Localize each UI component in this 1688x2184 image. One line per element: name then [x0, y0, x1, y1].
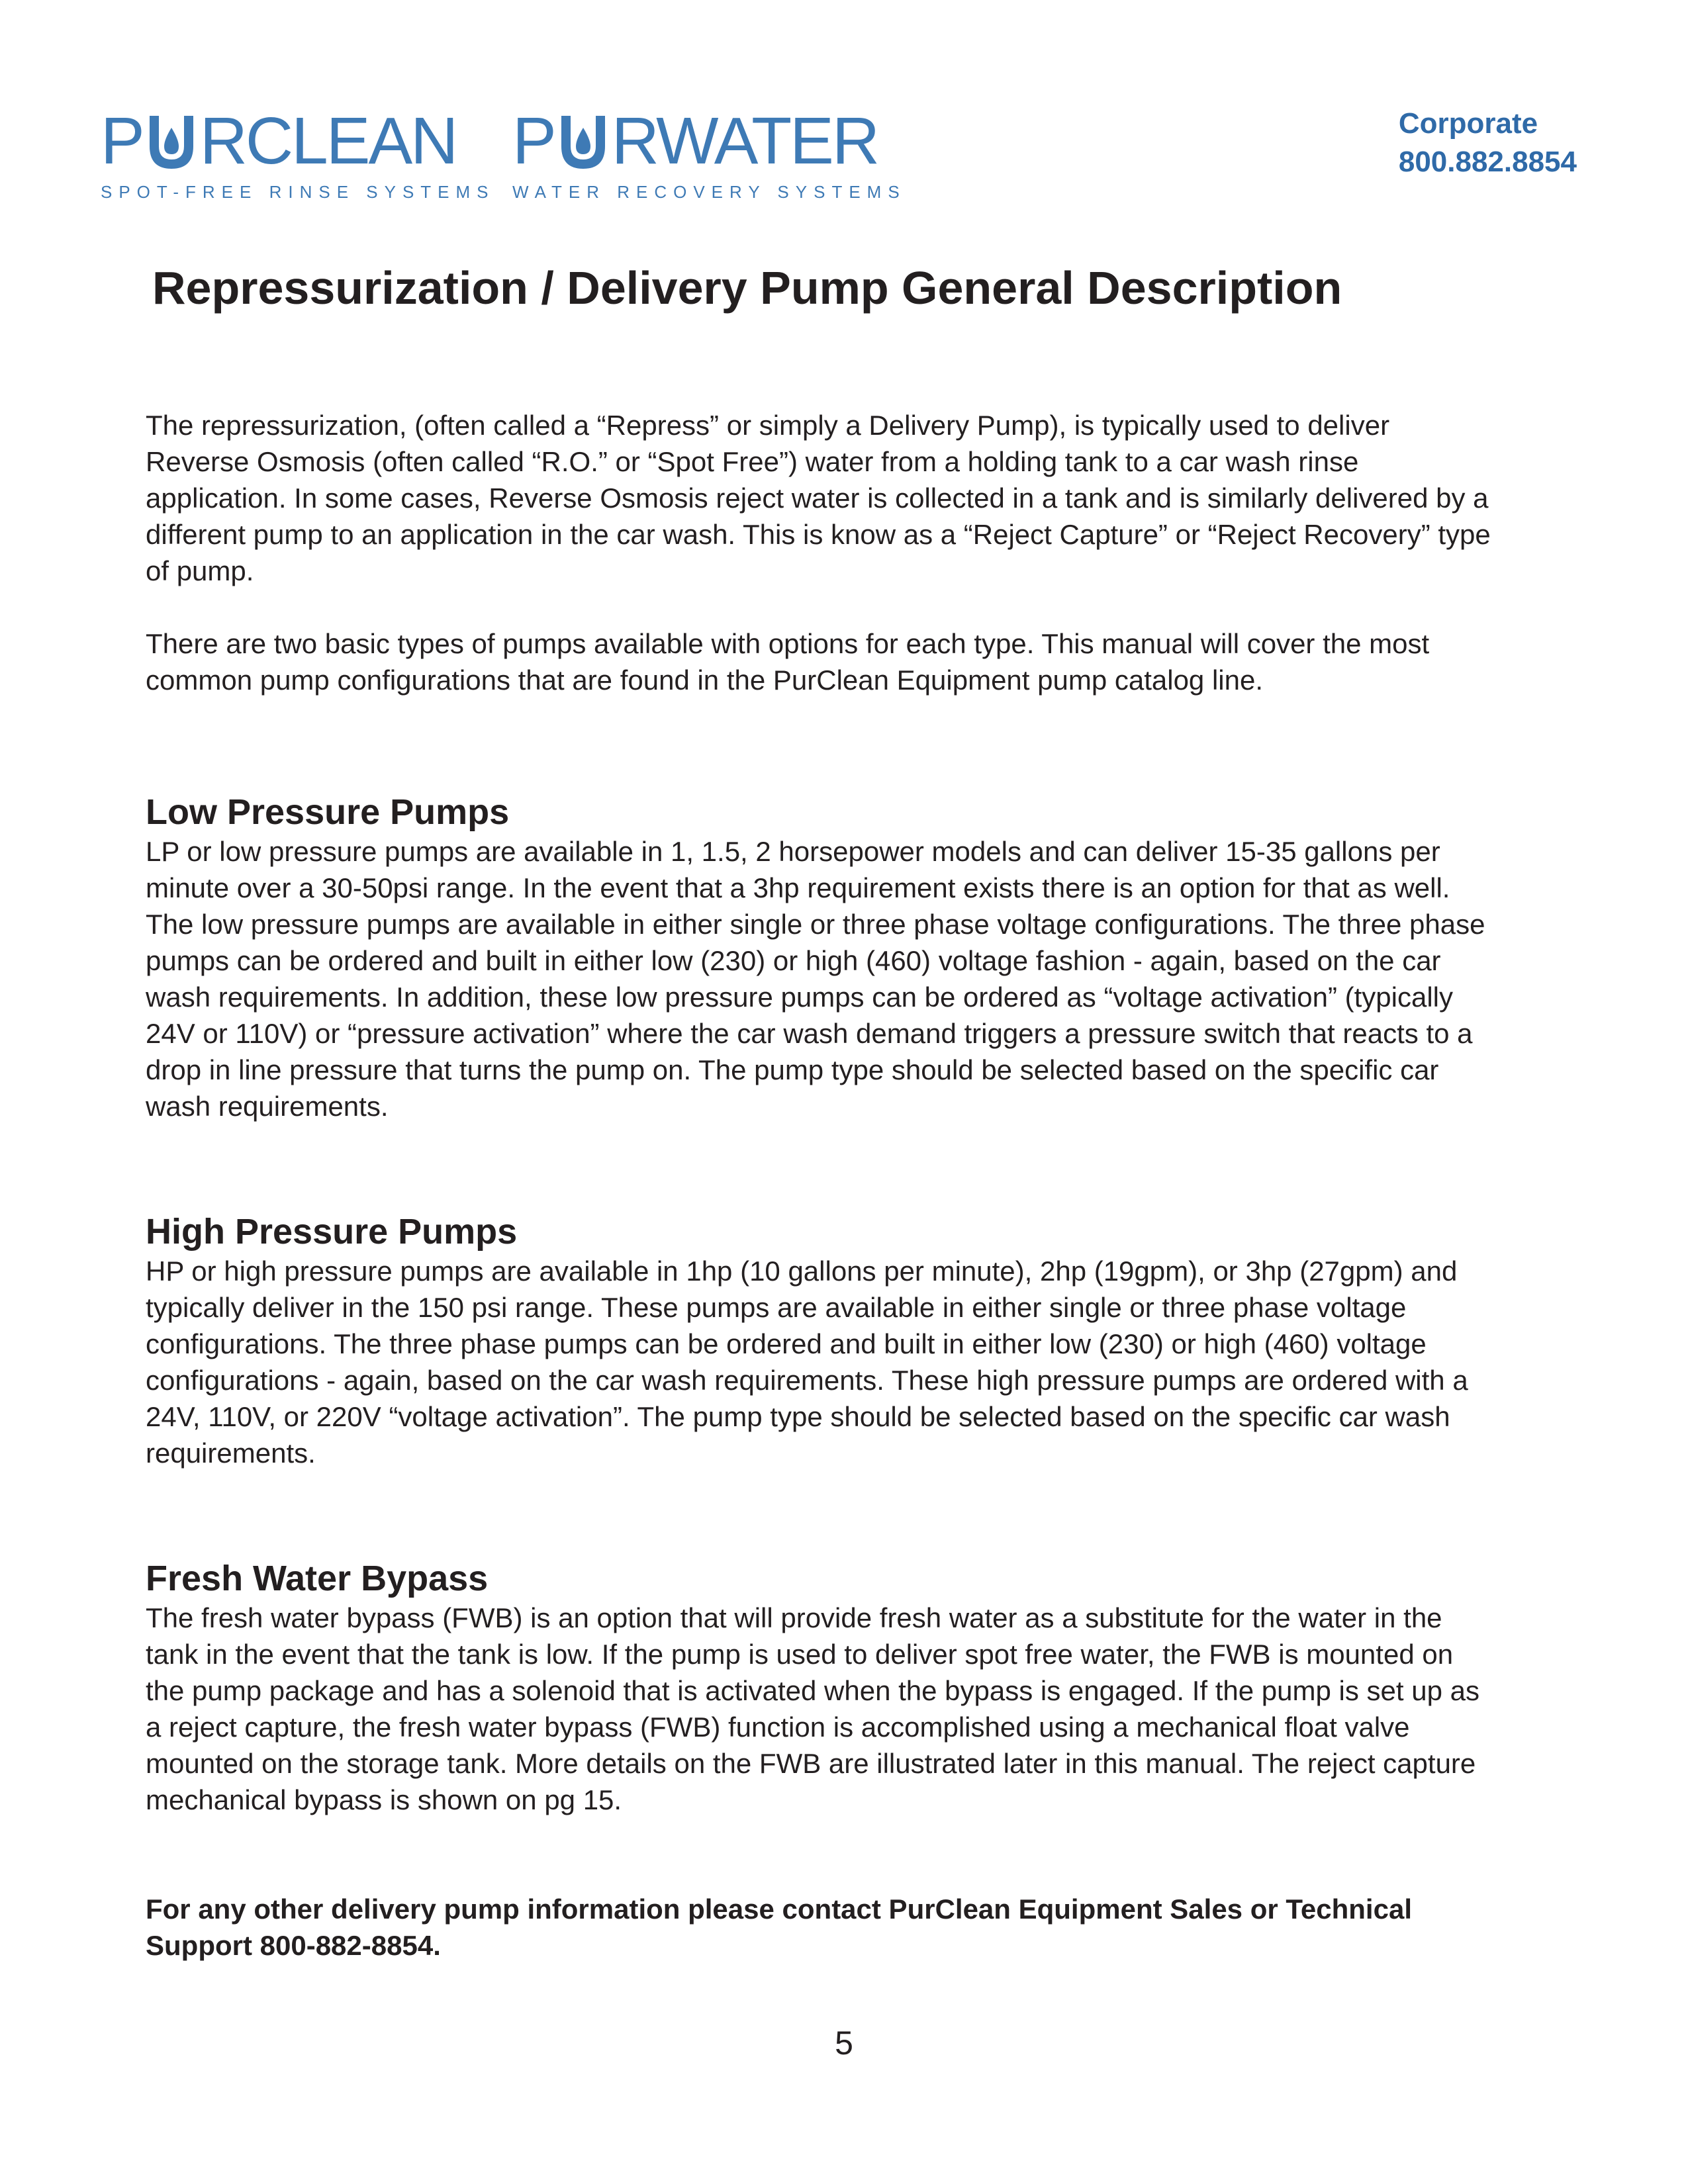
intro-paragraph: The repressurization, (often called a “Repress” or simply a Delivery Pump), is typically used to deliver Reverse Osmosis (often called “R.O.” or “Spot Free”) water from a holding tank to a car wash rinse application. In some cases, Reverse Osmosis reject water is collected in a tank and is similarly delivered by a different pump to an application in the car wash. This is know as a “Reject Capture” or “Reject Recovery” type of pump. [146, 410, 1491, 586]
section-heading: Low Pressure Pumps [146, 792, 510, 832]
contact-label: Corporate [1398, 107, 1538, 140]
contact-note: For any other delivery pump information please contact PurClean Equipment Sales or Technical Support 800-882-8854. [146, 1893, 1412, 1961]
section-heading: Fresh Water Bypass [146, 1559, 489, 1598]
section-low-pressure-pumps [146, 791, 1496, 1124]
document-body [146, 407, 1496, 1964]
section-body: LP or low pressure pumps are available in 1, 1.5, 2 horsepower models and can deliver 15-35 gallons per minute over a 30-50psi range. In the event that a 3hp requirement exists there is an option for that as well. The low pressure pumps are available in either single or three phase voltage configurations. The three phase pumps can be ordered and built in either low (230) or high (460) voltage fashion - again, based on the car wash requirements. In addition, these low pressure pumps can be ordered as “voltage activation” (typically 24V or 110V) or “pressure activation” where the car wash demand triggers a pressure switch that reacts to a drop in line pressure that turns the pump on. The pump type should be selected based on the specific car wash requirements. [146, 836, 1485, 1122]
purwater-wordmark-prefix: P [512, 104, 555, 178]
water-drop-u-icon [556, 116, 610, 170]
purwater-wordmark-suffix: RWATER [611, 104, 878, 178]
purclean-wordmark-suffix: RCLEAN [199, 104, 457, 178]
intro-paragraph: There are two basic types of pumps available with options for each type. This manual will cover the most common pump configurations that are found in the PurClean Equipment pump catalog line. [146, 628, 1430, 696]
page-title: Repressurization / Delivery Pump General Description [152, 262, 1342, 314]
purwater-tagline: WATER RECOVERY SYSTEMS [512, 182, 906, 202]
purclean-logo [101, 104, 495, 203]
purclean-wordmark [101, 104, 495, 178]
section-fresh-water-bypass [146, 1557, 1496, 1818]
section-high-pressure-pumps [146, 1210, 1496, 1471]
purwater-wordmark [512, 104, 906, 178]
purclean-wordmark-prefix: P [101, 104, 143, 178]
contact-phone: 800.882.8854 [1398, 146, 1577, 178]
page-number: 5 [835, 2025, 853, 2062]
section-body: The fresh water bypass (FWB) is an option that will provide fresh water as a substitute for the water in the tank in the event that the tank is low. If the pump is used to deliver spot free water, the FWB is mounted on the pump package and has a solenoid that is activated when the bypass is engaged. If the pump is set up as a reject capture, the fresh water bypass (FWB) function is accomplished using a mechanical float valve mounted on the storage tank. More details on the FWB are illustrated later in this manual. The reject capture mechanical bypass is shown on pg 15. [146, 1602, 1479, 1815]
purwater-wordmark-mark [556, 170, 557, 171]
water-drop-u-icon [144, 116, 199, 170]
corporate-contact [1399, 105, 1577, 181]
purclean-wordmark-mark [144, 170, 145, 171]
purclean-tagline: SPOT-FREE RINSE SYSTEMS [101, 182, 495, 202]
section-heading: High Pressure Pumps [146, 1212, 518, 1251]
purwater-logo [512, 104, 906, 203]
section-body: HP or high pressure pumps are available in 1hp (10 gallons per minute), 2hp (19gpm), or 3hp (27gpm) and typically deliver in the 150 psi range. These pumps are available in either single or three phase voltage configurations. The three phase pumps can be ordered and built in either low (230) or high (460) voltage configurations - again, based on the car wash requirements. These high pressure pumps are ordered with a 24V, 110V, or 220V “voltage activation”. The pump type should be selected based on the specific car wash requirements. [146, 1255, 1468, 1469]
